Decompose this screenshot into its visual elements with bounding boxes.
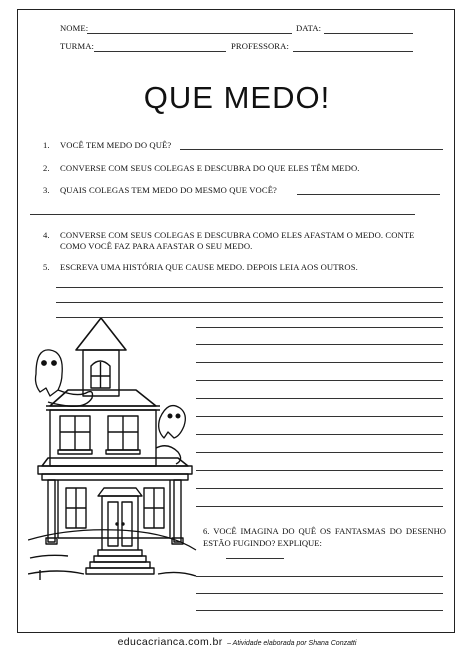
question-number: 1.: [43, 140, 50, 150]
story-line[interactable]: [196, 470, 443, 471]
story-line[interactable]: [196, 452, 443, 453]
answer-6-line[interactable]: [196, 593, 443, 594]
teacher-label: PROFESSORA:: [231, 41, 289, 51]
date-label: DATA:: [296, 23, 322, 33]
question-number: 5.: [43, 262, 50, 272]
answer-1-line[interactable]: [180, 149, 443, 150]
teacher-field[interactable]: [293, 51, 413, 52]
question-number: 3.: [43, 185, 50, 195]
question-6: [203, 526, 446, 549]
question-2-text: CONVERSE COM SEUS COLEGAS E DESCUBRA DO QUE ELES TÊM MEDO.: [60, 163, 360, 173]
haunted-house-icon: [28, 318, 198, 588]
answer-6-line[interactable]: [226, 558, 284, 559]
question-5-text: ESCREVA UMA HISTÓRIA QUE CAUSE MEDO. DEPOIS LEIA AOS OUTROS.: [60, 262, 358, 272]
story-line[interactable]: [196, 398, 443, 399]
story-line[interactable]: [196, 380, 443, 381]
answer-6-line[interactable]: [196, 610, 443, 611]
story-line[interactable]: [56, 287, 443, 288]
answer-3-line[interactable]: [297, 194, 440, 195]
story-line[interactable]: [196, 416, 443, 417]
story-line[interactable]: [196, 344, 443, 345]
question-4-text: CONVERSE COM SEUS COLEGAS E DESCUBRA COMO ELES AFASTAM O MEDO. CONTE: [60, 230, 415, 240]
question-6-text: VOCÊ IMAGINA DO QUÊ OS FANTASMAS DO DESENHO ESTÃO FUGINDO? EXPLIQUE:: [203, 526, 446, 548]
name-field[interactable]: [87, 33, 292, 34]
footer: [0, 632, 474, 650]
story-line[interactable]: [196, 327, 443, 328]
question-4-text-cont: COMO VOCÊ FAZ PARA AFASTAR O SEU MEDO.: [60, 241, 253, 251]
story-line[interactable]: [196, 488, 443, 489]
footer-site: educacrianca.com.br: [117, 636, 223, 648]
story-line[interactable]: [196, 434, 443, 435]
page-title: QUE MEDO!: [143, 80, 331, 115]
answer-3-line-2[interactable]: [30, 214, 415, 215]
class-label: TURMA:: [60, 41, 95, 51]
question-number: 2.: [43, 163, 50, 173]
date-field[interactable]: [324, 33, 413, 34]
question-number: 4.: [43, 230, 50, 240]
name-label: NOME:: [60, 23, 89, 33]
story-line[interactable]: [56, 302, 443, 303]
question-number: 6.: [203, 526, 210, 536]
story-line[interactable]: [196, 506, 443, 507]
question-3-text: QUAIS COLEGAS TEM MEDO DO MESMO QUE VOCÊ?: [60, 185, 277, 195]
answer-6-line[interactable]: [196, 576, 443, 577]
footer-credit: – Atividade elaborada por Shana Conzatti: [227, 640, 357, 647]
question-1-text: VOCÊ TEM MEDO DO QUÊ?: [60, 140, 172, 150]
story-line[interactable]: [196, 362, 443, 363]
class-field[interactable]: [94, 51, 226, 52]
